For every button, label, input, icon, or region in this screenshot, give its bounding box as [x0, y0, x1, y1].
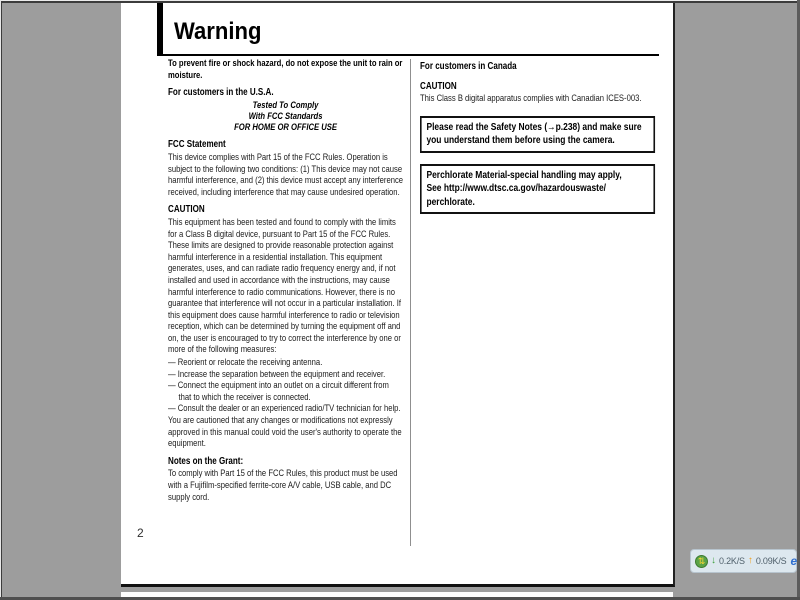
canada-caution-heading: CAUTION: [420, 80, 457, 92]
fcc-statement-heading: FCC Statement: [168, 139, 226, 151]
usa-heading: For customers in the U.S.A.: [168, 87, 274, 99]
tested-line-1: Tested To Comply: [252, 99, 319, 111]
perchlorate-line-1: Perchlorate Material-special handling may apply,: [426, 168, 622, 181]
tested-line-2: With FCC Standards: [248, 110, 323, 122]
caution-body: This equipment has been tested and found to comply with the limits for a Class B digital device, pursuant to Part 15 of the FCC Rules. These limits are designed to provide reasonable protection against harmful interference in a residential installation. This equipment generates, uses, and can radiate radio frequency energy and, if not installed and used in accordance with the instructions, may cause harmful interference to radio communications. However, there is no guarantee that interference will not occur in a particular installation. If this equipment does cause harmful interference to radio or television reception, which can be determined by turning the equipment off and on, the user is encouraged to try to correct the interference by one or more of the following measures:: [168, 216, 401, 356]
left-column: [168, 58, 403, 504]
frame-edge-left: [1, 1, 2, 600]
perchlorate-box: [420, 164, 655, 215]
header-rule: [157, 54, 659, 56]
perchlorate-line-2: See http://www.dtsc.ca.gov/hazardouswaste/: [426, 182, 607, 195]
tested-line-3: FOR HOME OR OFFICE USE: [234, 122, 337, 134]
upload-speed: 0.09K/S: [755, 556, 787, 566]
next-page-edge: [121, 592, 673, 597]
measure-item: — Consult the dealer or an experienced radio/TV technician for help.: [168, 403, 401, 415]
grant-notes-heading: Notes on the Grant:: [168, 455, 244, 467]
column-divider: [410, 59, 411, 546]
right-column: [420, 61, 655, 214]
page-number: 2: [137, 526, 144, 540]
caution-heading: CAUTION: [168, 204, 205, 216]
header-accent-bar: [157, 3, 163, 55]
canada-caution-body: This Class B digital apparatus complies with Canadian ICES-003.: [420, 93, 642, 105]
safety-notes-box: Please read the Safety Notes (→p.238) and make sure you understand them before using the camera.: [420, 116, 655, 153]
download-speed: 0.2K/S: [719, 556, 745, 566]
upload-arrow-icon: ↑: [747, 555, 753, 566]
measure-item: — Reorient or relocate the receiving antenna.: [168, 357, 323, 369]
canada-heading: For customers in Canada: [420, 61, 517, 72]
perchlorate-line-3: perchlorate.: [426, 195, 475, 208]
net-speed-widget[interactable]: [690, 549, 797, 573]
grant-notes-body: To comply with Part 15 of the FCC Rules, this product must be used with a Fujifilm-specified ferrite-core A/V cable, USB cable, and DC supply cord.: [168, 468, 398, 503]
page-title: Warning: [174, 18, 262, 45]
fcc-statement-body: This device complies with Part 15 of the FCC Rules. Operation is subject to the following two conditions: (1) This device may not cause harmful interference, and (2) this device must accept any interference received, including interference that may cause undesired operation.: [168, 151, 404, 198]
speed-monitor-icon[interactable]: ⇅: [695, 555, 708, 568]
document-page: [121, 3, 675, 587]
measure-item: — Increase the separation between the equipment and receiver.: [168, 368, 386, 380]
modifications-warning: You are cautioned that any changes or modifications not expressly approved in this manual could void the user's authority to operate the equipment.: [168, 415, 402, 450]
measure-item: — Connect the equipment into an outlet on a circuit different from that to which the receiver is connected.: [168, 380, 389, 403]
browser-icon[interactable]: e: [790, 554, 798, 568]
hazard-warning-text: To prevent fire or shock hazard, do not expose the unit to rain or moisture.: [168, 58, 403, 81]
download-arrow-icon: ↓: [711, 555, 716, 566]
